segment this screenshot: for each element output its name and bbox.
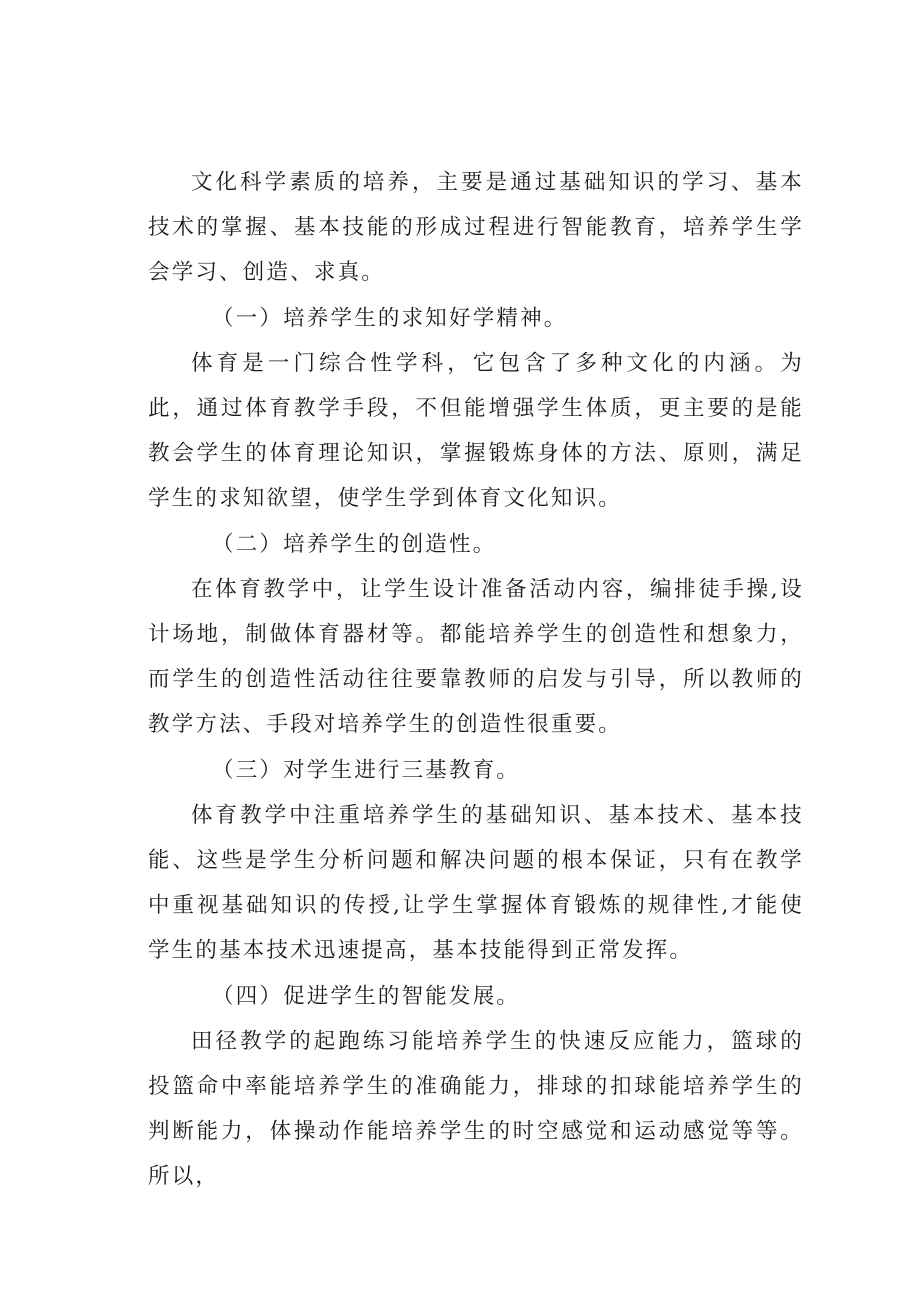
- document-body: [148, 160, 804, 1200]
- paragraph-three-basics: 体育教学中注重培养学生的基础知识、基本技术、基本技能、这些是学生分析问题和解决问题的根本保证，只有在教学中重视基础知识的传授,让学生掌握体育锻炼的规律性,才能使学生的基本技术迅速提高，基本技能得到正常发挥。: [148, 802, 804, 964]
- paragraph-cultural-quality: 文化科学素质的培养，主要是通过基础知识的学习、基本技术的掌握、基本技能的形成过程进行智能教育，培养学生学会学习、创造、求真。: [148, 170, 804, 286]
- paragraph-pursuit-of-knowledge: 体育是一门综合性学科，它包含了多种文化的内涵。为此，通过体育教学手段，不但能增强学生体质，更主要的是能教会学生的体育理论知识，掌握锻炼身体的方法、原则，满足学生的求知欲望，使学生学到体育文化知识。: [148, 350, 804, 512]
- section-heading-1: （一）培养学生的求知好学精神。: [212, 305, 568, 331]
- section-heading-3: （三）对学生进行三基教育。: [212, 757, 521, 783]
- section-heading-2: （二）培养学生的创造性。: [212, 531, 497, 557]
- paragraph-intelligence-development: 田径教学的起跑练习能培养学生的快速反应能力，篮球的投篮命中率能培养学生的准确能力，排球的扣球能培养学生的判断能力，体操动作能培养学生的时空感觉和运动感觉等等。所以，: [148, 1028, 804, 1190]
- section-heading-4: （四）促进学生的智能发展。: [212, 983, 521, 1009]
- paragraph-creativity: 在体育教学中，让学生设计准备活动内容，编排徒手操,设计场地，制做体育器材等。都能培养学生的创造性和想象力，而学生的创造性活动往往要靠教师的启发与引导，所以教师的教学方法、手段对培养学生的创造性很重要。: [148, 576, 804, 738]
